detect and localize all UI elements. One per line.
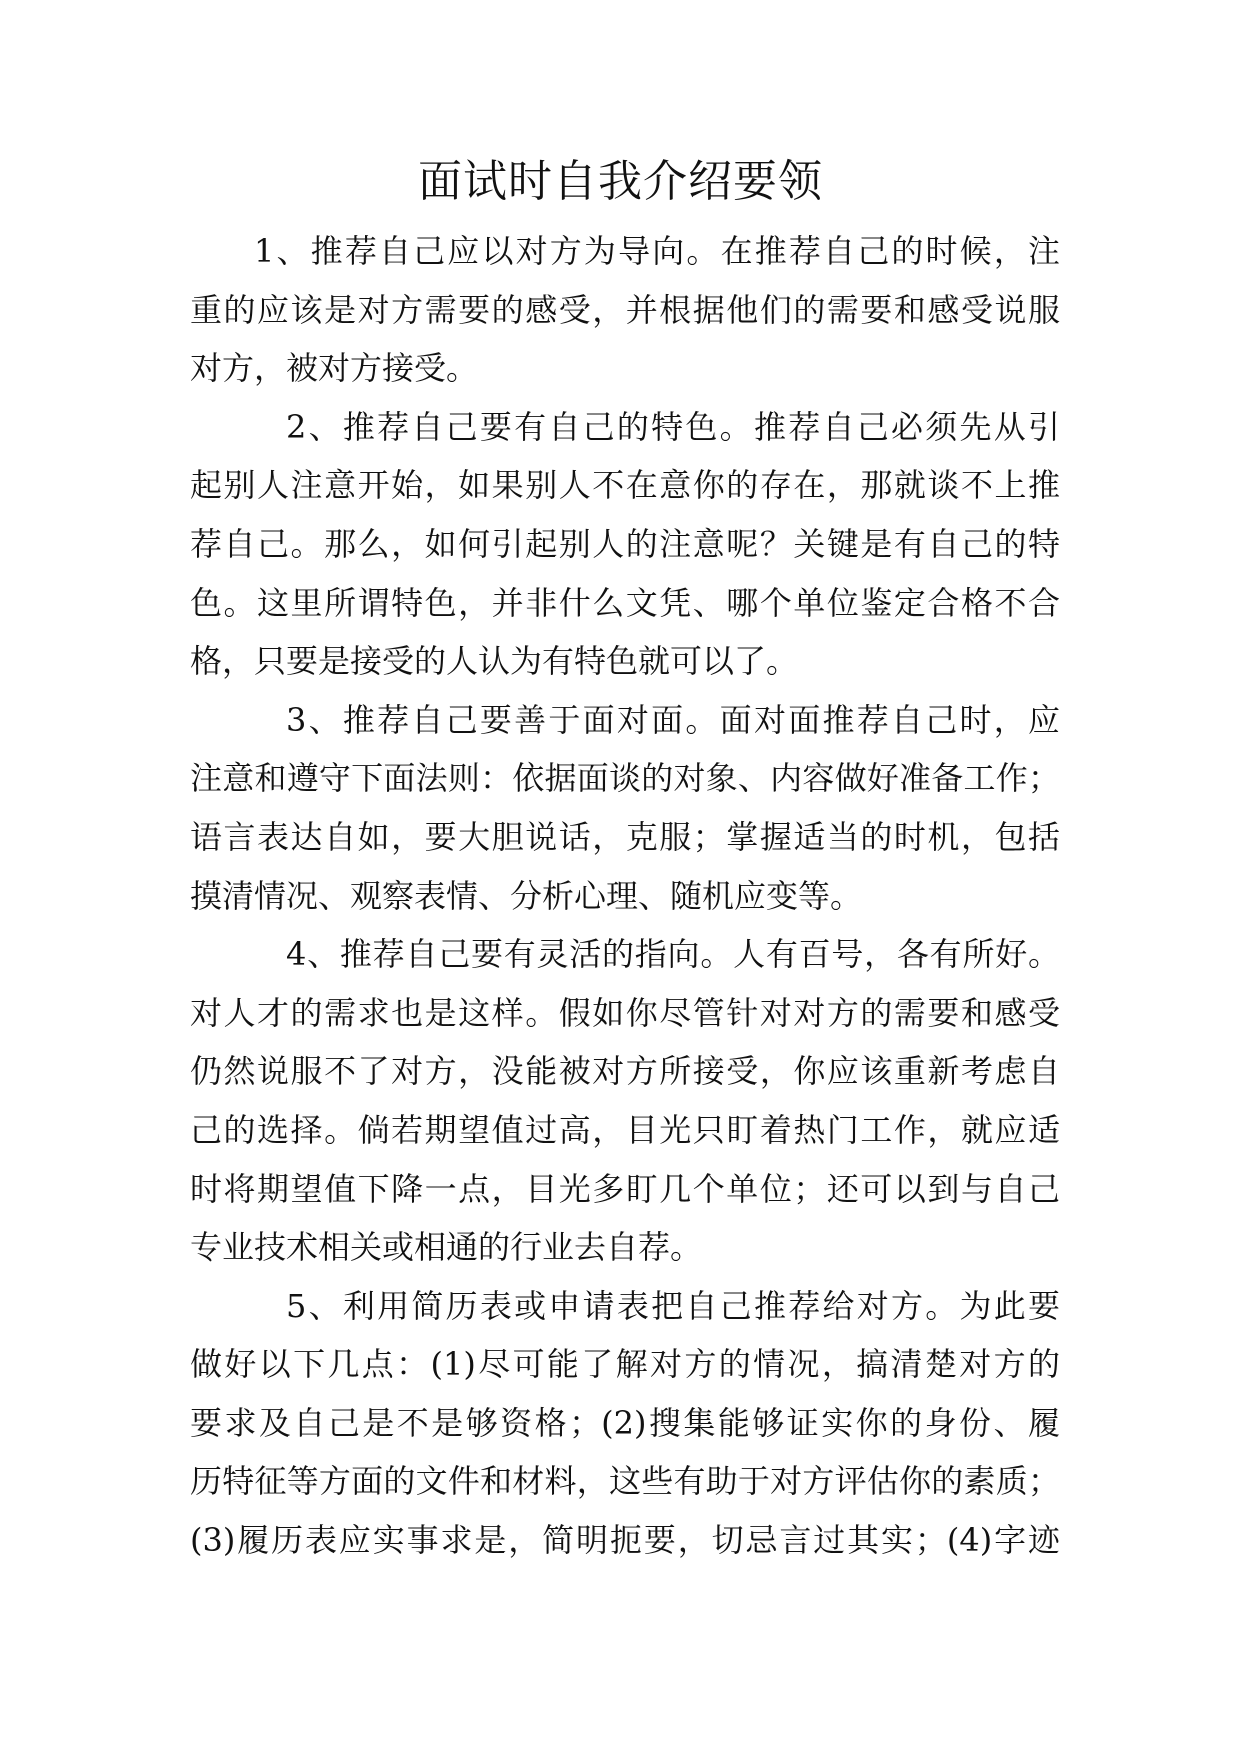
text-line: 做好以下几点：(1)尽可能了解对方的情况，搞清楚对方的 [190,1345,1060,1384]
text-line: 注意和遵守下面法则：依据面谈的对象、内容做好准备工作； [190,759,1060,798]
text-line: 格，只要是接受的人认为有特色就可以了。 [190,642,799,681]
text-line: 色。这里所谓特色，并非什么文凭、哪个单位鉴定合格不合 [190,583,1060,622]
text-line: 3、推荐自己要善于面对面。面对面推荐自己时，应 [286,700,1060,739]
text-line: 5、利用简历表或申请表把自己推荐给对方。为此要 [286,1286,1060,1325]
document-body [190,222,1060,1570]
text-line: 历特征等方面的文件和材料，这些有助于对方评估你的素质； [190,1462,1060,1501]
text-line: 2、推荐自己要有自己的特色。推荐自己必须先从引 [286,407,1060,446]
text-line: 己的选择。倘若期望值过高，目光只盯着热门工作，就应适 [190,1110,1060,1149]
text-line: 对人才的需求也是这样。假如你尽管针对对方的需要和感受 [190,993,1060,1032]
text-line: 4、推荐自己要有灵活的指向。人有百号，各有所好。 [286,935,1060,974]
text-line: 1、推荐自己应以对方为导向。在推荐自己的时候，注 [254,232,1060,270]
text-line: 专业技术相关或相通的行业去自荐。 [190,1228,703,1267]
document-title: 面试时自我介绍要领 [418,156,823,207]
text-line: 起别人注意开始，如果别人不在意你的存在，那就谈不上推 [190,466,1060,505]
text-line: 摸清情况、观察表情、分析心理、随机应变等。 [190,876,863,915]
text-line: 语言表达自如，要大胆说话，克服；掌握适当的时机，包括 [190,817,1060,856]
text-line: 仍然说服不了对方，没能被对方所接受，你应该重新考虑自 [190,1052,1060,1091]
text-line: 对方，被对方接受。 [190,349,479,388]
text-line: 荐自己。那么，如何引起别人的注意呢？关键是有自己的特 [190,524,1060,563]
text-line: 要求及自己是不是够资格；(2)搜集能够证实你的身份、履 [190,1403,1060,1442]
text-line: 时将期望值下降一点，目光多盯几个单位；还可以到与自己 [190,1169,1060,1208]
text-line: (3)履历表应实事求是，简明扼要，切忌言过其实；(4)字迹 [190,1521,1060,1560]
text-line: 重的应该是对方需要的感受，并根据他们的需要和感受说服 [190,290,1060,329]
